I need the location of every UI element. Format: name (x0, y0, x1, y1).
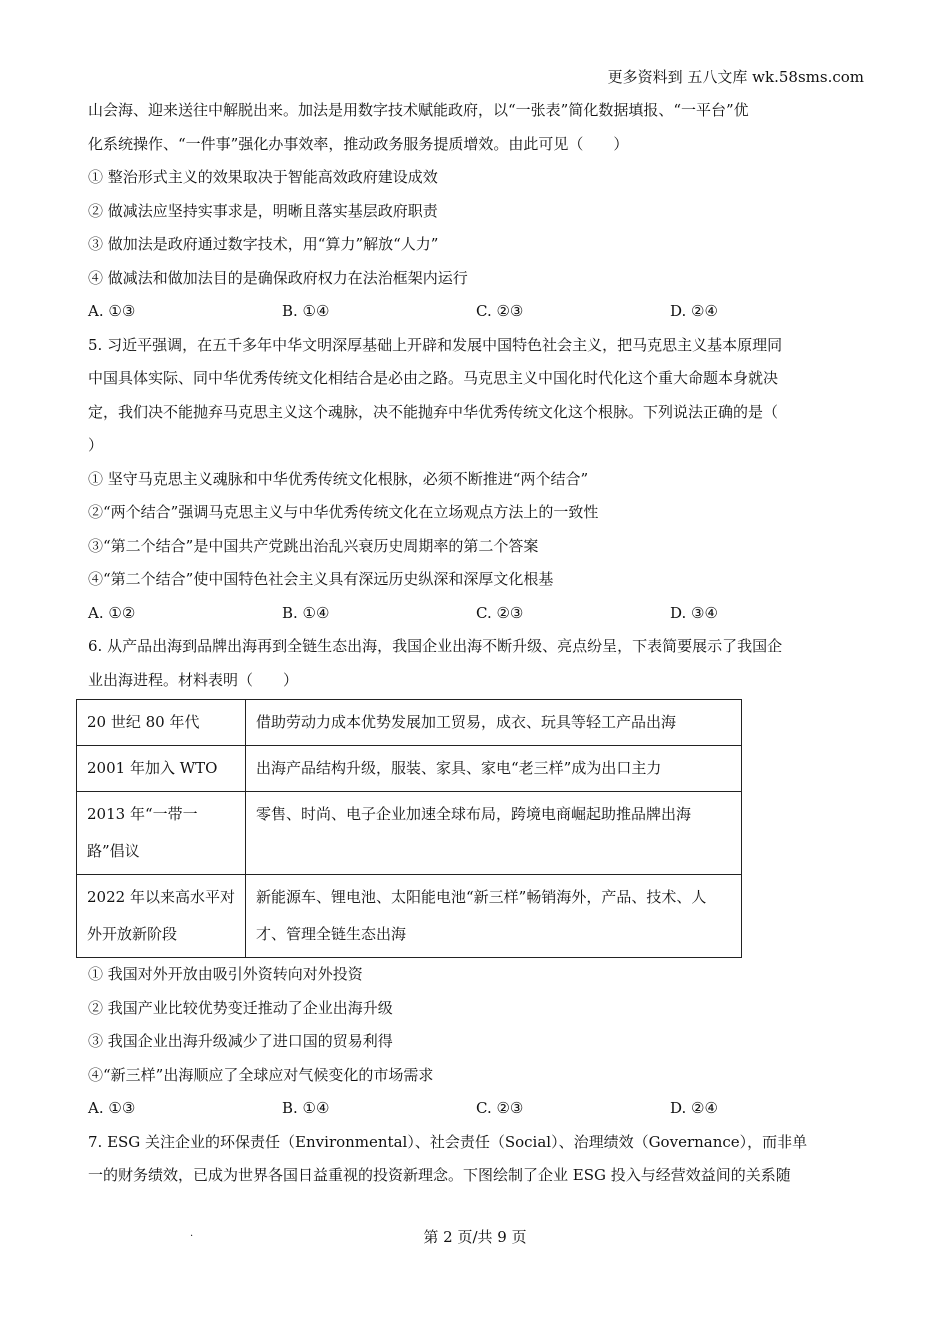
q5-option-a: A. ①② (88, 603, 136, 622)
q5-item: ④“第二个结合”使中国特色社会主义具有深远历史纵深和深厚文化根基 (88, 570, 554, 588)
table-cell-period: 2022 年以来高水平对外开放新阶段 (77, 875, 246, 958)
q7-stem-line: 7. ESG 关注企业的环保责任（Environmental）、社会责任（Social）、治理绩效（Governance），而非单 (88, 1132, 808, 1151)
q4-options (88, 295, 864, 329)
q4-item: ③ 做加法是政府通过数字技术，用“算力”解放“人力” (88, 235, 439, 253)
table-row (77, 792, 742, 875)
q5-option-c: C. ②③ (476, 603, 524, 622)
q7-stem-line: 一的财务绩效，已成为世界各国日益重视的投资新理念。下图绘制了企业 ESG 投入与经营效益间的关系随 (88, 1166, 791, 1184)
q6-option-b: B. ①④ (282, 1099, 330, 1117)
table-cell-desc: 出海产品结构升级，服装、家具、家电“老三样”成为出口主力 (246, 746, 742, 792)
q6-item: ① 我国对外开放由吸引外资转向对外投资 (88, 965, 363, 983)
q4-option-a: A. ①③ (88, 302, 136, 320)
q5-item: ① 坚守马克思主义魂脉和中华优秀传统文化根脉，必须不断推进“两个结合” (88, 469, 589, 488)
q6-table (76, 699, 742, 958)
q6-item: ③ 我国企业出海升级减少了进口国的贸易利得 (88, 1032, 393, 1050)
table-row (77, 875, 742, 958)
header-watermark-text: 更多资料到 五八文库 wk.58sms.com (607, 68, 864, 86)
q5-item: ③“第二个结合”是中国共产党跳出治乱兴衰历史周期率的第二个答案 (88, 536, 539, 555)
q5-stem-line: 中国具体实际、同中华优秀传统文化相结合是必由之路。马克思主义中国化时代化这个重大命题本身就决 (88, 369, 779, 387)
q6-options (88, 1092, 864, 1126)
table-cell-desc: 零售、时尚、电子企业加速全球布局，跨境电商崛起助推品牌出海 (246, 792, 742, 875)
q6-stem-line: 业出海进程。材料表明（ ） (88, 670, 299, 689)
q6-option-d: D. ②④ (670, 1099, 718, 1117)
q5-options (88, 597, 864, 631)
table-cell-period: 20 世纪 80 年代 (77, 700, 246, 746)
q4-option-d: D. ②④ (670, 302, 718, 320)
q6-item: ④“新三样”出海顺应了全球应对气候变化的市场需求 (88, 1065, 434, 1084)
q4-item: ① 整治形式主义的效果取决于智能高效政府建设成效 (88, 168, 438, 186)
table-row (77, 746, 742, 792)
stray-dot: . (190, 1228, 194, 1239)
q5-stem-line: 5. 习近平强调，在五千多年中华文明深厚基础上开辟和发展中国特色社会主义，把马克思主义基本原理同 (88, 335, 783, 354)
q4-stem-line: 化系统操作、“一件事”强化办事效率，推动政务服务提质增效。由此可见（ ） (88, 134, 629, 153)
table-cell-desc: 借助劳动力成本优势发展加工贸易，成衣、玩具等轻工产品出海 (246, 700, 742, 746)
table-cell-period: 2013 年“一带一路”倡议 (77, 792, 246, 875)
q6-item: ② 我国产业比较优势变迁推动了企业出海升级 (88, 998, 393, 1017)
q5-option-d: D. ③④ (670, 603, 718, 622)
page-number: 第 2 页/共 9 页 (423, 1228, 527, 1246)
table-cell-period: 2001 年加入 WTO (77, 746, 246, 792)
q4-option-c: C. ②③ (476, 302, 524, 320)
q4-item: ② 做减法应坚持实事求是，明晰且落实基层政府职责 (88, 201, 438, 220)
q5-item: ②“两个结合”强调马克思主义与中华优秀传统文化在立场观点方法上的一致性 (88, 503, 599, 521)
page-content (88, 94, 864, 1193)
q4-item: ④ 做减法和做加法目的是确保政府权力在法治框架内运行 (88, 268, 468, 287)
q6-option-a: A. ①③ (88, 1099, 136, 1117)
table-cell-desc: 新能源车、锂电池、太阳能电池“新三样”畅销海外，产品、技术、人才、管理全链生态出海 (246, 875, 742, 958)
q4-stem-line: 山会海、迎来送往中解脱出来。加法是用数字技术赋能政府，以“一张表”简化数据填报、“一平台”优 (88, 101, 749, 119)
q6-stem-line: 6. 从产品出海到品牌出海再到全链生态出海，我国企业出海不断升级、亮点纷呈，下表简要展示了我国企 (88, 637, 783, 655)
q5-option-b: B. ①④ (282, 603, 330, 622)
q4-option-b: B. ①④ (282, 302, 330, 320)
q6-option-c: C. ②③ (476, 1099, 524, 1117)
q5-stem-line: 定，我们决不能抛弃马克思主义这个魂脉，决不能抛弃中华优秀传统文化这个根脉。下列说法正确的是（ (88, 402, 779, 421)
table-row (77, 700, 742, 746)
q5-stem-line: ） (88, 436, 104, 454)
